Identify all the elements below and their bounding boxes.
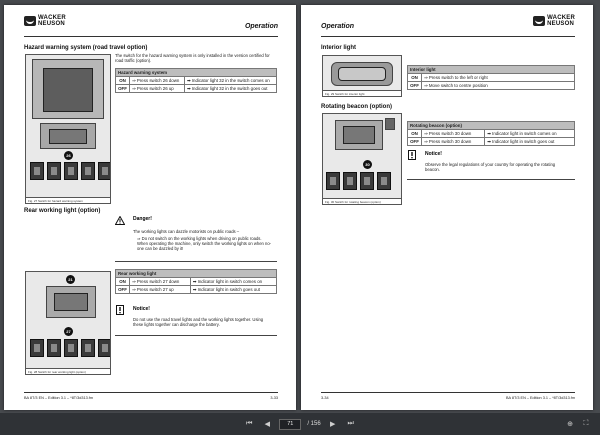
- figure-caption: Fig. 28 Switch for rear working light (option): [26, 368, 110, 374]
- figure-caption: Fig. 27 Switch for hazard warning system: [26, 197, 110, 203]
- brand-logo: WACKER NEUSON: [24, 15, 66, 27]
- figure-caption: Fig. 30 Switch for rotating beacon (option): [323, 198, 401, 204]
- switch-panel: [326, 172, 391, 190]
- page-number: 3-34: [321, 396, 329, 400]
- manual-page-right: [301, 5, 593, 410]
- beacon-icon: [385, 118, 395, 130]
- page-footer: 3-34 BA 8T/3 EN – Edition 3.1 – *8T/3d313.fm: [321, 392, 575, 402]
- rear-light-figure: [25, 271, 111, 375]
- hazard-figure: [25, 54, 111, 204]
- danger-notice: Danger! The working lights can dazzle motorists on public roads – ⇒ Do not switch on the working lights when driving on public roads. When operating the machine, only switch the working lights on when no-one can be dazzled by it!: [115, 215, 277, 259]
- interior-light-table: Interior light ON ⇒ Press switch to the left or right OFF ⇒ Move switch to centre position: [407, 65, 575, 90]
- beacon-heading: Rotating beacon (option): [321, 104, 392, 110]
- section-title: Operation: [321, 23, 355, 30]
- page-header: [321, 15, 575, 37]
- switch-panel: [30, 339, 111, 357]
- hazard-heading: Hazard warning system (road travel option): [24, 45, 148, 51]
- page-total: / 156: [307, 421, 321, 427]
- interior-light-heading: Interior light: [321, 45, 356, 51]
- rear-notice: Notice! Do not use the road travel lights and the working lights together. Using these lights together can discharge the battery.: [115, 305, 277, 335]
- exclamation-icon: [407, 150, 417, 160]
- callout-30: 30: [363, 160, 372, 169]
- callout-27: 27: [64, 327, 73, 336]
- wacker-logo-icon: [24, 16, 36, 26]
- callout-21: 21: [66, 275, 75, 284]
- section-title: Operation: [244, 23, 278, 30]
- figure-caption: Fig. 29 Switch for interior light: [323, 90, 401, 96]
- page-number-input[interactable]: [279, 419, 301, 430]
- wacker-logo-icon: [533, 16, 545, 26]
- rear-light-table: Rear working light ON ⇒ Press switch 27 down ➡ Indicator light in switch comes on OFF ⇒ Press switch 27 up ➡ Indicator light in switch goes out: [115, 269, 277, 294]
- callout-26: 26: [64, 151, 73, 160]
- zoom-icon[interactable]: ⊕: [567, 421, 573, 428]
- brand-logo: WACKER NEUSON: [533, 15, 575, 27]
- viewer-toolbar: [0, 413, 600, 435]
- first-page-icon[interactable]: ⏮: [246, 420, 253, 427]
- last-page-icon[interactable]: ⏭: [347, 420, 354, 427]
- hazard-intro: The switch for the hazard warning system is only installed in the version certified for road traffic (option).: [115, 53, 270, 63]
- switch-panel: [30, 162, 111, 180]
- exclamation-icon: [115, 305, 125, 315]
- page-header: [24, 15, 278, 37]
- beacon-table: Rotating beacon (option) ON ⇒ Press switch 30 down ➡ Indicator light in switch comes on OFF ⇒ Press switch 30 down ➡ Indicator light in switch goes out: [407, 121, 575, 146]
- manual-page-left: [4, 5, 296, 410]
- page-number: 3-33: [270, 396, 278, 400]
- warning-triangle-icon: [115, 215, 125, 225]
- beacon-figure: [322, 113, 402, 205]
- fullscreen-icon[interactable]: ⛶: [583, 420, 589, 427]
- hazard-table: Hazard warning system ON ⇒ Press switch 26 down ➡ Indicator light 32 in the switch comes on OFF ⇒ Press switch 26 up ➡ Indicator light 32 in the switch goes out: [115, 68, 277, 93]
- rear-light-heading: Rear working light (option): [24, 208, 101, 214]
- prev-page-icon[interactable]: ◀: [264, 421, 270, 428]
- page-footer: BA 8T/3 EN – Edition 3.1 – *8T/3d313.fm 3-33: [24, 392, 278, 402]
- beacon-notice: Notice! Observe the legal regulations of your country for operating the rotating beacon.: [407, 150, 575, 180]
- next-page-icon[interactable]: ▶: [329, 421, 336, 428]
- interior-light-figure: [322, 55, 402, 97]
